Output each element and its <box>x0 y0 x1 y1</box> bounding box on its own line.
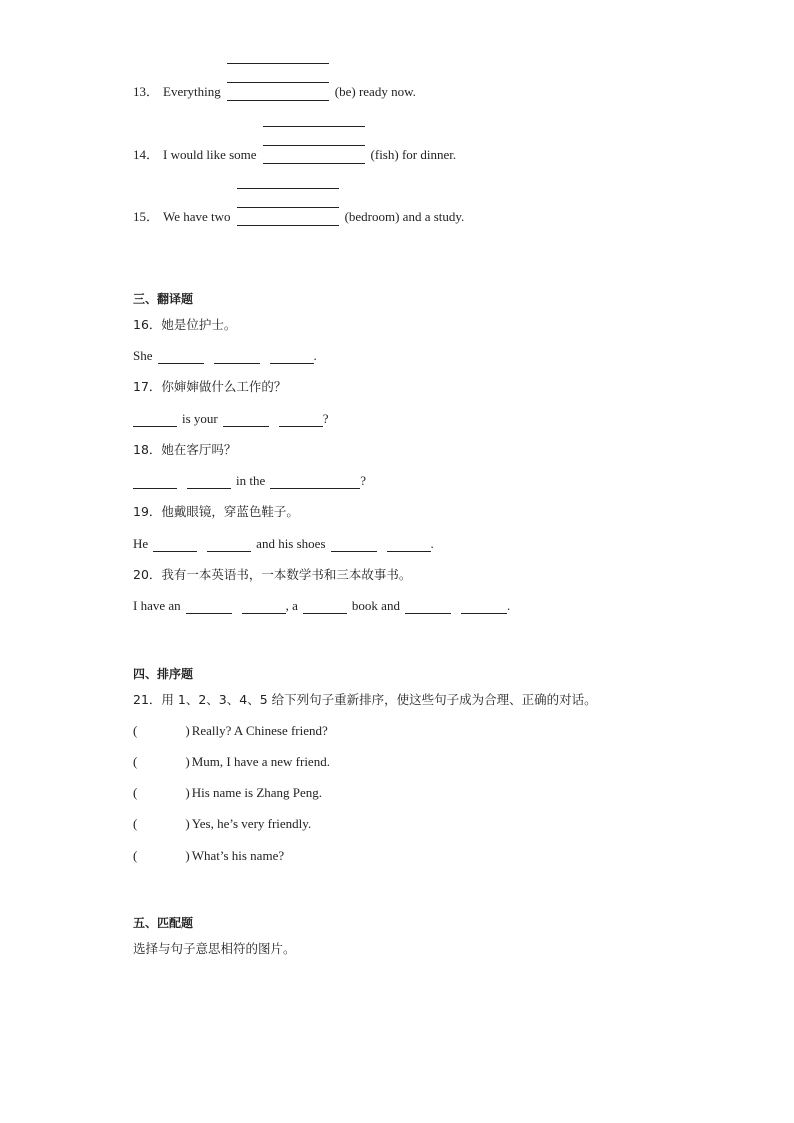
question-14 <box>133 145 456 165</box>
answer-blank[interactable] <box>279 412 323 427</box>
section-5-instruction: 选择与句子意思相符的图片。 <box>133 941 296 956</box>
answer-end: ? <box>322 411 329 426</box>
question-number: 14． <box>133 147 160 162</box>
question-19-answer <box>133 534 434 554</box>
answer-start: I have an <box>133 598 181 613</box>
answer-blank[interactable] <box>237 207 339 227</box>
answer-blank[interactable] <box>158 349 204 364</box>
question-20-answer <box>133 596 510 616</box>
question-text-before: I would like some <box>163 147 257 162</box>
answer-mid: is your <box>182 411 218 426</box>
close-paren: ) <box>185 723 190 738</box>
answer-blank[interactable] <box>186 599 232 614</box>
order-item <box>133 752 330 772</box>
order-sentence: Yes, he’s very friendly. <box>191 816 312 831</box>
answer-blank[interactable] <box>207 537 251 552</box>
order-sentence: His name is Zhang Peng. <box>191 785 323 800</box>
close-paren: ) <box>185 785 190 800</box>
answer-blank[interactable] <box>227 82 329 102</box>
open-paren: ( <box>133 754 138 769</box>
answer-blank[interactable] <box>133 474 177 489</box>
open-paren: ( <box>133 816 138 831</box>
question-17-answer <box>133 409 329 429</box>
order-item <box>133 846 284 866</box>
question-number: 13． <box>133 84 160 99</box>
section-3-title: 三、翻译题 <box>133 292 194 306</box>
answer-blank[interactable] <box>214 349 260 364</box>
answer-start: He <box>133 536 149 551</box>
answer-blank[interactable] <box>270 474 360 489</box>
answer-end: . <box>506 598 511 613</box>
question-13 <box>133 82 416 102</box>
answer-blank[interactable] <box>461 599 507 614</box>
open-paren: ( <box>133 723 138 738</box>
open-paren: ( <box>133 848 138 863</box>
answer-mid: in the <box>236 473 266 488</box>
order-sentence: Mum, I have a new friend. <box>191 754 330 769</box>
question-text-after: (bedroom) and a study. <box>344 209 465 224</box>
answer-blank[interactable] <box>263 145 365 165</box>
answer-blank[interactable] <box>303 599 347 614</box>
answer-blank[interactable] <box>331 537 377 552</box>
order-item <box>133 721 328 741</box>
question-16-prompt: 16．她是位护士。 <box>133 317 237 332</box>
answer-blank[interactable] <box>133 412 177 427</box>
answer-blank[interactable] <box>223 412 269 427</box>
order-sentence: Really? A Chinese friend? <box>191 723 328 738</box>
close-paren: ) <box>185 816 190 831</box>
question-text-after: (fish) for dinner. <box>370 147 457 162</box>
question-20-prompt: 20．我有一本英语书，一本数学书和三本故事书。 <box>133 567 412 582</box>
question-15 <box>133 207 464 227</box>
question-17-prompt: 17．你婶婶做什么工作的？ <box>133 379 287 394</box>
question-18-prompt: 18．她在客厅吗？ <box>133 442 237 457</box>
question-16-answer <box>133 346 317 366</box>
order-sentence: What’s his name? <box>191 848 285 863</box>
question-text-before: We have two <box>163 209 231 224</box>
answer-blank[interactable] <box>153 537 197 552</box>
question-text-after: (be) ready now. <box>334 84 416 99</box>
close-paren: ) <box>185 754 190 769</box>
order-item <box>133 814 311 834</box>
answer-mid: book and <box>351 598 400 613</box>
answer-blank[interactable] <box>242 599 286 614</box>
order-item <box>133 783 322 803</box>
answer-mid: and his shoes <box>256 536 326 551</box>
answer-end: . <box>313 348 317 363</box>
answer-blank[interactable] <box>387 537 431 552</box>
close-paren: ) <box>185 848 190 863</box>
question-text-before: Everything <box>163 84 221 99</box>
question-18-answer <box>133 471 366 491</box>
answer-comma-a: , a <box>285 598 298 613</box>
question-19-prompt: 19．他戴眼镜，穿蓝色鞋子。 <box>133 504 299 519</box>
answer-blank[interactable] <box>405 599 451 614</box>
question-21-prompt: 21．用 1、2、3、4、5 给下列句子重新排序，使这些句子成为合理、正确的对话。 <box>133 692 597 707</box>
open-paren: ( <box>133 785 138 800</box>
answer-blank[interactable] <box>187 474 231 489</box>
answer-blank[interactable] <box>270 349 314 364</box>
answer-end: . <box>430 536 434 551</box>
question-number: 15． <box>133 209 160 224</box>
answer-start: She <box>133 348 153 363</box>
section-4-title: 四、排序题 <box>133 667 194 681</box>
section-5-title: 五、匹配题 <box>133 916 194 930</box>
answer-end: ? <box>360 473 367 488</box>
